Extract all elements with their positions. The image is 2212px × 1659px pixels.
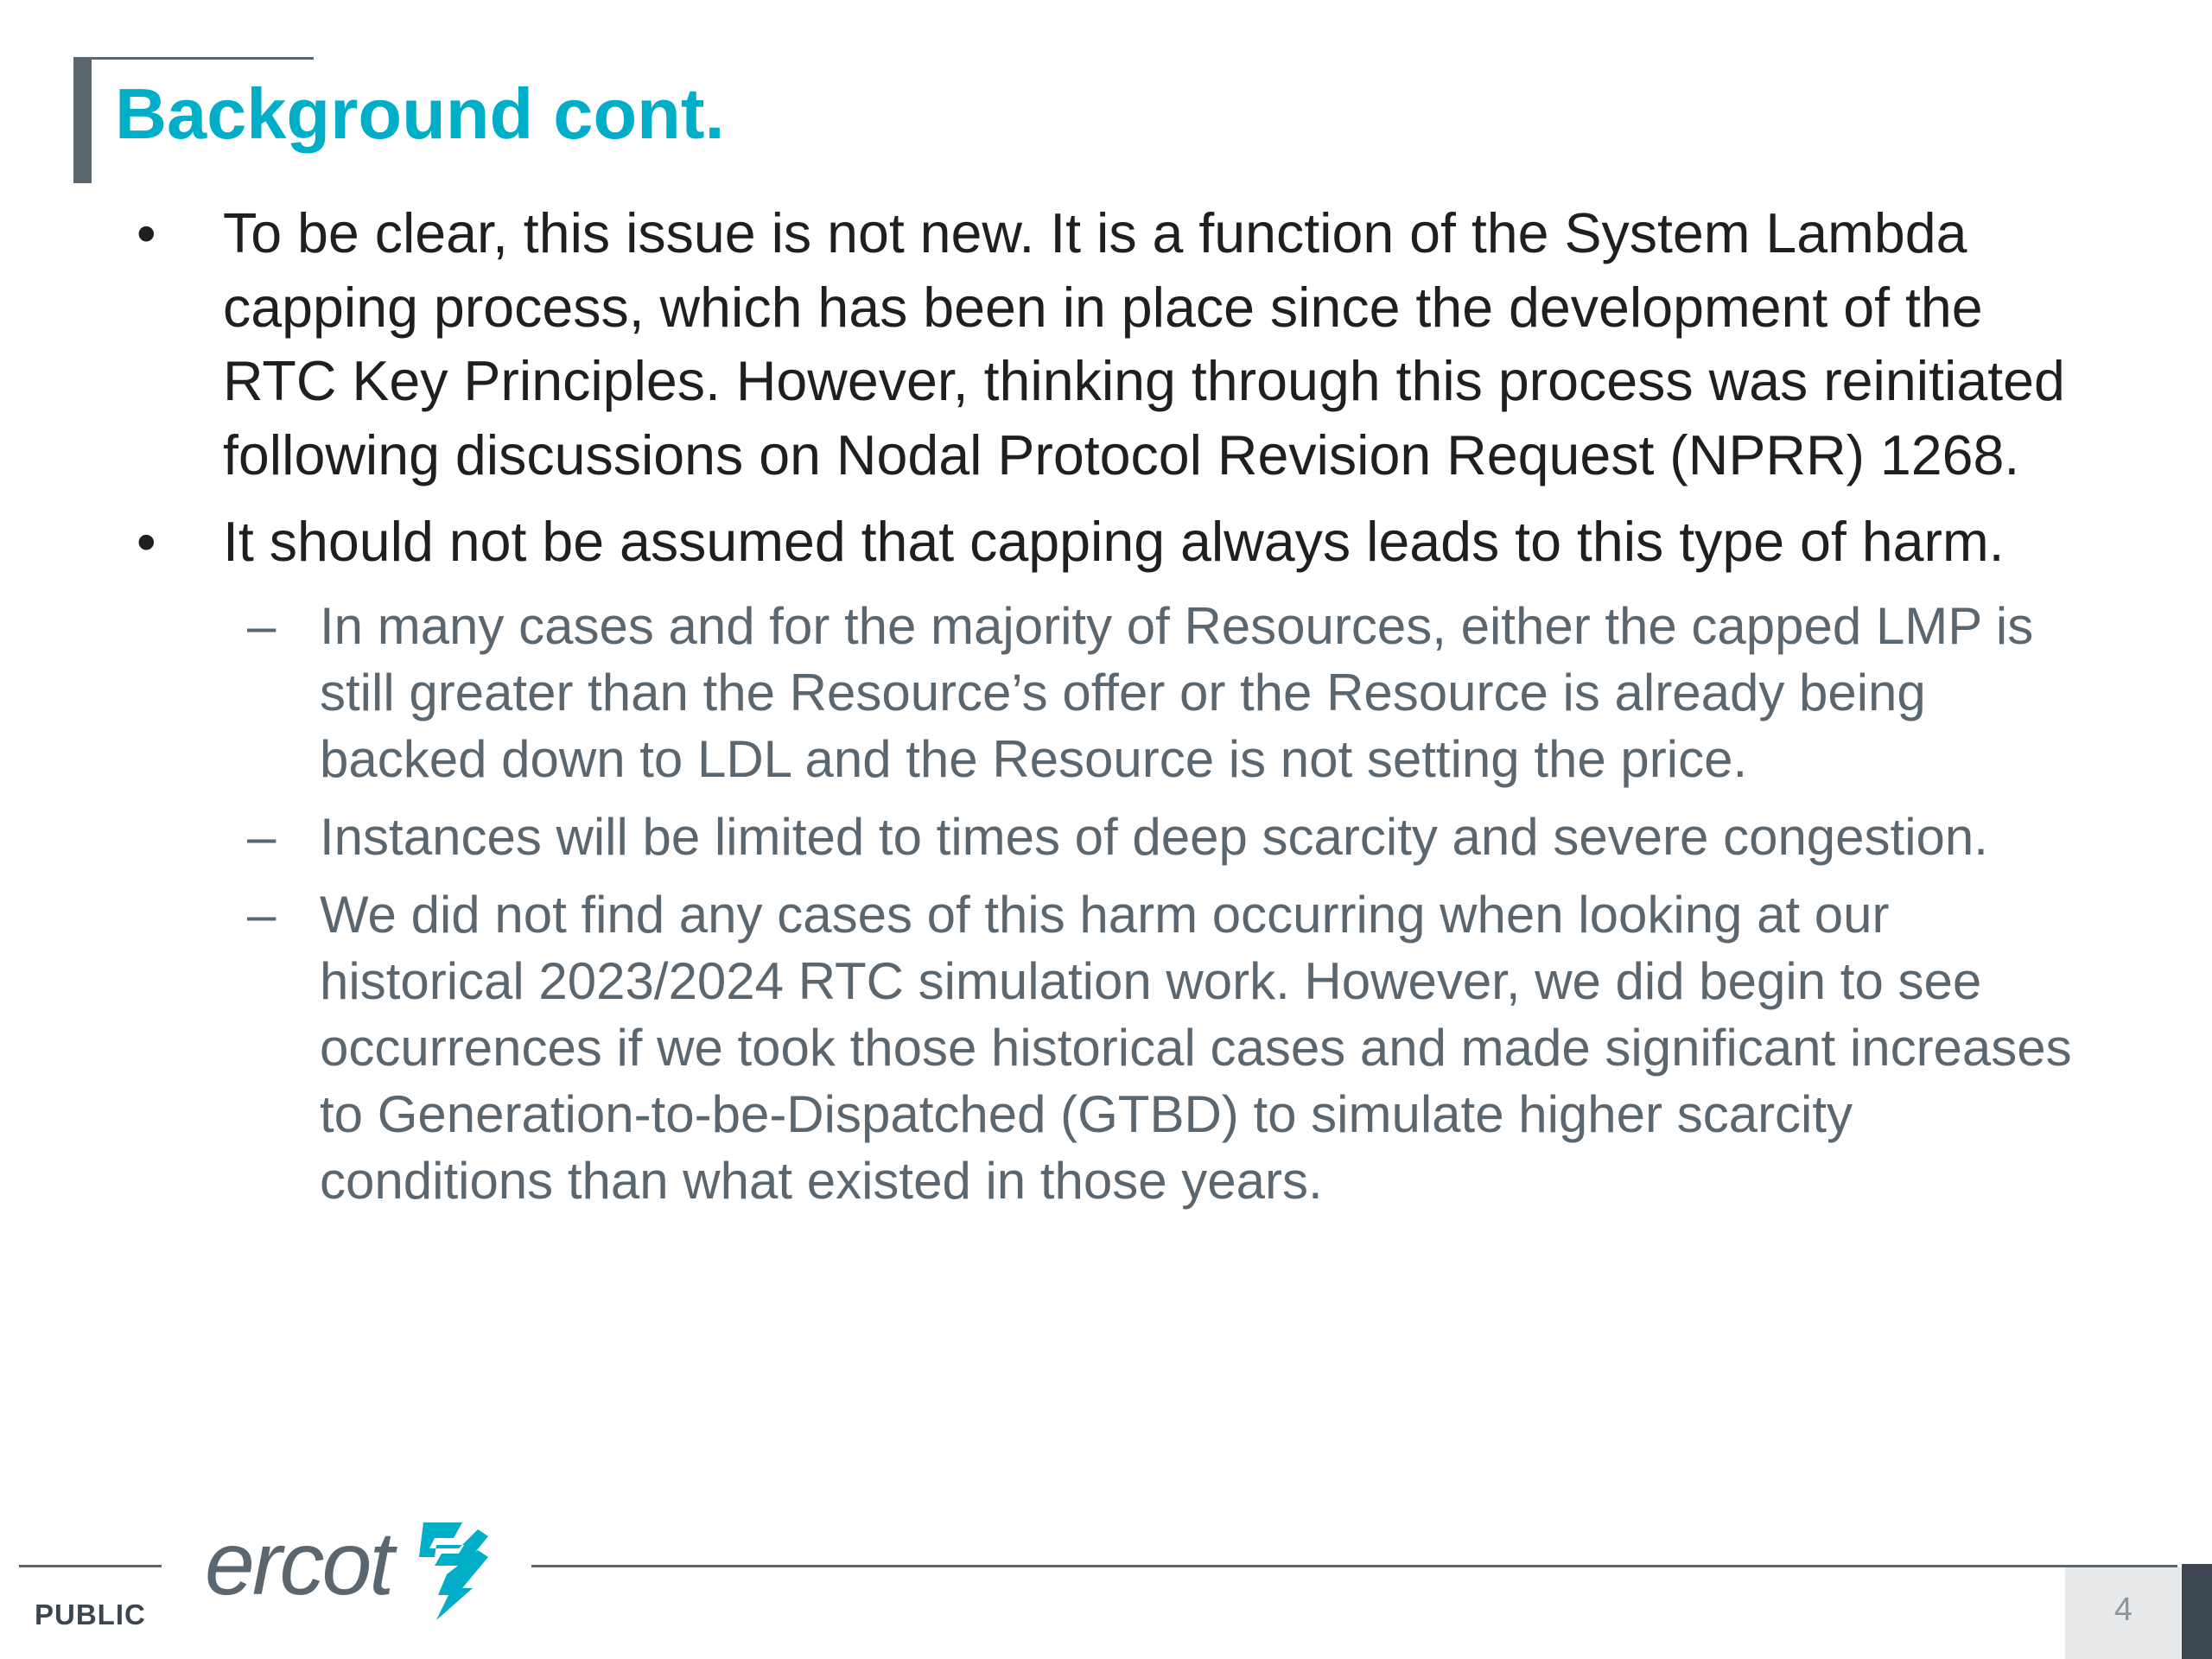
page-number: 4 — [2113, 1592, 2133, 1628]
sub-bullet-item — [137, 881, 2089, 1214]
title-accent-line — [73, 57, 314, 60]
bullet-marker: • — [137, 511, 156, 573]
sub-bullet-item — [137, 804, 2089, 870]
bullet-item — [137, 505, 2089, 580]
bullet-item — [137, 197, 2089, 493]
title-accent-bar — [73, 57, 92, 183]
bullet-text: It should not be assumed that capping always leads to this type of harm. — [223, 511, 2005, 573]
footer-corner-bar — [2182, 1564, 2212, 1659]
logo-bolt-icon — [419, 1522, 488, 1620]
sub-bullet-item — [137, 593, 2089, 792]
sub-bullet-marker: – — [247, 807, 276, 866]
bullet-text: To be clear, this issue is not new. It is a function of the System Lambda capping process, which has been in place since the development of the RTC Key Principles. However, thinking through this process was reinitiated following discussions on Nodal Protocol Revision Request (NPRR) 1268. — [223, 202, 2065, 486]
sub-bullet-list — [137, 593, 2089, 1214]
sub-bullet-text: We did not find any cases of this harm occurring when looking at our historical 2023/2024 RTC simulation work. However, we did begin to see occurrences if we took those historical cases and made significant increases to Generation-to-be-Dispatched (GTBD) to simulate higher scarcity conditions than what existed in those years. — [320, 885, 2072, 1210]
sub-bullet-text: In many cases and for the majority of Resources, either the capped LMP is still greater than the Resource’s offer or the Resource is already being backed down to LDL and the Resource is not setting the price. — [320, 596, 2034, 788]
ercot-logo — [203, 1512, 497, 1624]
classification-label: PUBLIC — [35, 1599, 146, 1630]
sub-bullet-marker: – — [247, 885, 276, 944]
slide-title: Background cont. — [115, 73, 725, 154]
bullet-marker: • — [137, 202, 156, 264]
sub-bullet-text: Instances will be limited to times of deep scarcity and severe congestion. — [320, 807, 1988, 866]
sub-bullet-marker: – — [247, 596, 276, 655]
footer-divider-left — [19, 1565, 162, 1567]
logo-wordmark: ercot — [205, 1514, 392, 1614]
slide-body — [137, 197, 2089, 1225]
footer-divider-right — [531, 1565, 2177, 1567]
